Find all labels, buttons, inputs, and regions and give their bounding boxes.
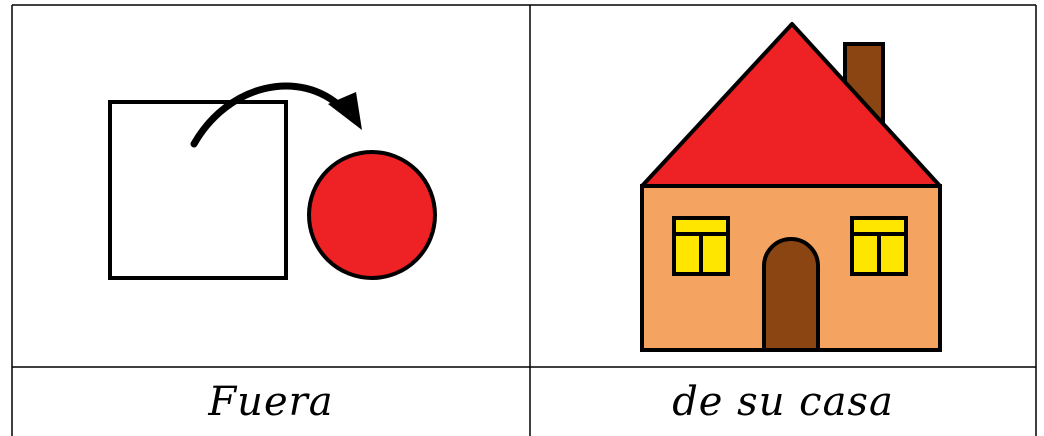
red-circle-shape xyxy=(309,152,435,278)
caption-de-su-casa: de su casa xyxy=(672,378,894,425)
house-pictogram xyxy=(530,0,1036,362)
square-shape xyxy=(110,102,286,278)
window-right xyxy=(852,218,906,274)
caption-fuera: Fuera xyxy=(208,378,334,425)
roof xyxy=(642,24,940,186)
window-left xyxy=(674,218,728,274)
door xyxy=(764,239,818,350)
outside-pictogram xyxy=(12,0,530,362)
